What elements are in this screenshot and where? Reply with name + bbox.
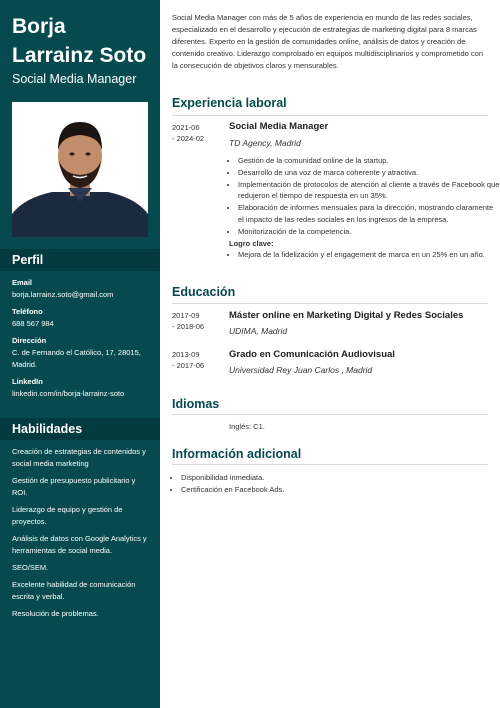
education-date-start: 2017-09 xyxy=(172,311,200,320)
additional-item: • Certificación en Facebook Ads. xyxy=(181,484,497,496)
languages-divider xyxy=(172,414,488,415)
summary-text: Social Media Manager con más de 5 años de experiencia en mundo de las redes sociales, especializado en el desarrollo y ejecución de estrategias de marketing digital para 8 marcas diferentes. Experto en la gestión de comunidades online, análisis de datos y creación de contenido creativo. Liderazgo comprobado en equipos multidisciplinarios y comprometido con la consecución de objetivos claros y mensurables. xyxy=(172,13,484,70)
education-title: Máster online en Marketing Digital y Redes Sociales xyxy=(229,310,464,321)
languages-heading: Idiomas xyxy=(172,397,220,411)
skill-item: Gestión de presupuesto publicitario y ROI. xyxy=(12,476,136,497)
experience-heading: Experiencia laboral xyxy=(172,96,287,110)
additional-divider xyxy=(172,464,488,465)
experience-date-end: - 2024-02 xyxy=(172,134,205,143)
experience-bullet: • Gestión de la comunidad online de la startup. xyxy=(238,155,500,167)
skills-list xyxy=(12,446,148,625)
experience-bullet: • Monitorización de la competencia. xyxy=(238,226,500,238)
portrait-image xyxy=(12,102,148,237)
education-title: Grado en Comunicación Audiovisual xyxy=(229,349,395,360)
profile-photo xyxy=(12,102,148,237)
linkedin-block xyxy=(12,377,152,400)
phone-label: Teléfono xyxy=(12,307,43,316)
skill-item: Excelente habilidad de comunicación escrita y verbal. xyxy=(12,580,136,601)
linkedin-value[interactable]: linkedin.com/in/borja-larrainz-soto xyxy=(12,389,125,398)
skill-item: Resolución de problemas. xyxy=(12,609,99,618)
education-divider xyxy=(172,303,488,304)
education-school: Universidad Rey Juan Carlos , Madrid xyxy=(229,365,373,375)
experience-company: TD Agency, Madrid xyxy=(229,138,301,148)
education-heading: Educación xyxy=(172,285,236,299)
main-content xyxy=(160,0,500,708)
key-achievement-label: Logro clave: xyxy=(229,238,274,248)
experience-date-start: 2021-06 xyxy=(172,123,200,132)
education-date-start: 2013-09 xyxy=(172,350,200,359)
experience-bullet: • Desarrollo de una voz de marca coherente y atractiva. xyxy=(238,167,500,179)
skill-item: Análisis de datos con Google Analytics y herramientas de social media. xyxy=(12,534,147,555)
education-date-end: - 2017-06 xyxy=(172,361,205,370)
languages-text: Inglés: C1. xyxy=(229,422,265,431)
skill-item: Liderazgo de equipo y gestión de proyectos. xyxy=(12,505,123,526)
linkedin-label: LinkedIn xyxy=(12,377,43,386)
experience-divider xyxy=(172,115,488,116)
key-achievement-bullet: • Mejora de la fidelización y el engagement de marca en un 25% en un año. xyxy=(238,249,500,261)
experience-bullets xyxy=(229,155,500,261)
education-school: UDIMA, Madrid xyxy=(229,326,288,336)
email-value[interactable]: borja.larrainz.soto@gmail.com xyxy=(12,290,114,299)
education-date-end: - 2018-06 xyxy=(172,322,205,331)
profile-heading: Perfil xyxy=(0,249,160,271)
additional-item: • Disponibilidad inmediata. xyxy=(181,472,497,484)
experience-bullet: • Elaboración de informes mensuales para la dirección, mostrando claramente el impacto de las redes sociales en los ingresos de la empresa. xyxy=(238,202,500,226)
skill-item: SEO/SEM. xyxy=(12,563,49,572)
address-value: C. de Fernando el Católico, 17, 28015, Madrid. xyxy=(12,348,141,369)
address-label: Dirección xyxy=(12,336,47,345)
additional-list xyxy=(172,472,497,496)
phone-value: 688 567 984 xyxy=(12,319,54,328)
candidate-role: Social Media Manager xyxy=(12,72,137,86)
email-block xyxy=(12,278,152,301)
experience-title: Social Media Manager xyxy=(229,121,329,132)
phone-block xyxy=(12,307,152,330)
sidebar xyxy=(0,0,160,708)
candidate-name: Borja Larrainz Soto xyxy=(12,15,147,67)
experience-date xyxy=(172,122,212,144)
additional-heading: Información adicional xyxy=(172,447,302,461)
skills-heading: Habilidades xyxy=(0,418,160,440)
email-label: Email xyxy=(12,278,33,287)
experience-bullet: • Implementación de protocolos de atención al cliente a través de Facebook que redujeron el tiempo de respuesta en un 35%. xyxy=(238,179,500,203)
address-block xyxy=(12,336,152,371)
education-date xyxy=(172,310,212,332)
education-date xyxy=(172,349,212,371)
skill-item: Creación de estrategias de contenidos y social media marketing xyxy=(12,447,146,468)
